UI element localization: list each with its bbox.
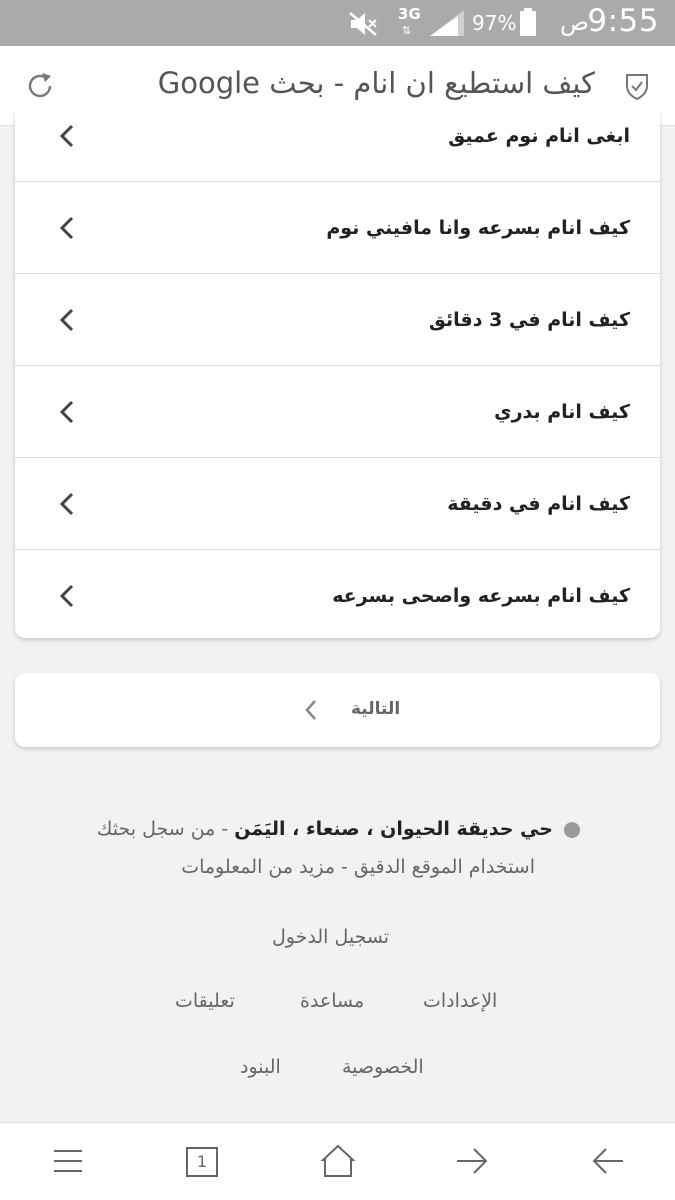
back-icon[interactable]: [590, 1143, 626, 1179]
chevron-left-icon: [59, 491, 75, 517]
next-page-label: التالية: [351, 699, 401, 719]
feedback-link[interactable]: تعليقات: [175, 990, 235, 1012]
related-search-item[interactable]: [15, 110, 660, 182]
battery-percent: 97%: [472, 11, 517, 35]
chevron-left-icon: [304, 699, 318, 721]
network-type: 3G: [398, 5, 421, 23]
status-bar: [0, 0, 675, 46]
status-ampm: ص: [559, 8, 589, 36]
related-search-item[interactable]: [15, 550, 660, 638]
status-time: 9:55: [587, 3, 659, 39]
privacy-link[interactable]: الخصوصية: [342, 1056, 424, 1078]
related-search-item[interactable]: [15, 458, 660, 550]
location-source: - من سجل بحثك: [96, 818, 235, 840]
shield-icon[interactable]: [625, 72, 649, 100]
chevron-left-icon: [59, 123, 75, 149]
battery-icon: [519, 8, 537, 36]
related-search-label: كيف انام بسرعه واصحى بسرعه: [332, 585, 630, 607]
signal-icon: [428, 8, 466, 38]
home-icon[interactable]: [320, 1143, 356, 1179]
chevron-left-icon: [59, 399, 75, 425]
related-search-item[interactable]: [15, 182, 660, 274]
sign-in-link[interactable]: تسجيل الدخول: [272, 926, 390, 948]
forward-icon[interactable]: [454, 1143, 490, 1179]
related-search-label: كيف انام بسرعه وانا مافيني نوم: [326, 216, 630, 239]
browser-nav-bar: [0, 1122, 675, 1200]
related-search-item[interactable]: [15, 274, 660, 366]
chevron-left-icon: [59, 215, 75, 241]
related-search-label: ابغى انام نوم عميق: [448, 124, 630, 147]
chevron-left-icon: [59, 307, 75, 333]
location-place: حي حديقة الحيوان ، صنعاء ، اليَمَن: [234, 818, 553, 840]
chevron-left-icon: [59, 583, 75, 609]
related-search-label: كيف انام بدري: [494, 400, 630, 423]
data-activity-icon: ⇅: [402, 24, 412, 37]
next-page-button[interactable]: [15, 673, 660, 747]
page-title[interactable]: كيف استطيع ان انام - بحث Google: [157, 66, 595, 100]
related-search-item[interactable]: [15, 366, 660, 458]
reload-icon[interactable]: [24, 70, 56, 102]
settings-link[interactable]: الإعدادات: [423, 990, 498, 1012]
location-dot-icon: [564, 822, 580, 838]
menu-icon[interactable]: [50, 1143, 86, 1179]
tabs-icon[interactable]: 1: [186, 1147, 218, 1177]
related-search-label: كيف انام في 3 دقائق: [428, 308, 630, 331]
related-search-label: كيف انام في دقيقة: [447, 492, 630, 515]
help-link[interactable]: مساعدة: [300, 990, 365, 1012]
location-precise-link[interactable]: استخدام الموقع الدقيق - مزيد من المعلومات: [181, 856, 535, 878]
location-text: [97, 818, 553, 840]
terms-link[interactable]: البنود: [240, 1056, 281, 1078]
mute-icon: [347, 10, 379, 38]
related-searches-card: [15, 110, 660, 638]
